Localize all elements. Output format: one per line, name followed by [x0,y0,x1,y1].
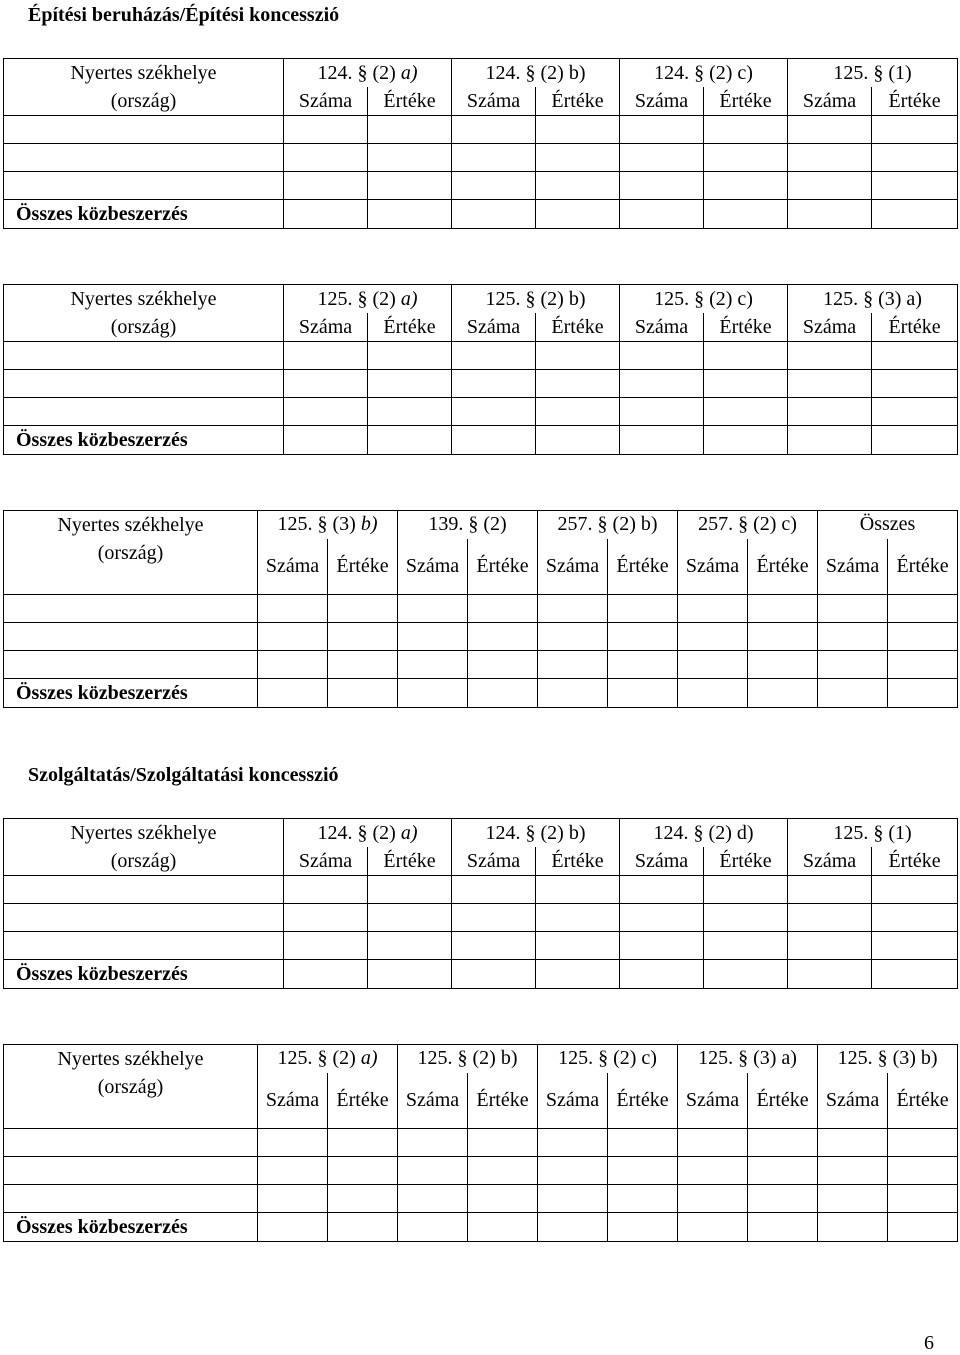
table-row [4,398,958,426]
column-header: 139. § (2) [398,511,538,539]
total-label: Összes közbeszerzés [4,426,284,455]
column-header: 257. § (2) c) [678,511,818,539]
subheader-szama: Száma [620,313,704,342]
subheader-szama: Száma [678,539,748,595]
label-line1: Nyertes székhelye [57,1048,204,1070]
subheader-erteke: Értéke [368,313,452,342]
column-header: 125. § (2) b) [398,1045,538,1073]
subheader-szama: Száma [818,539,888,595]
column-header: 125. § (2) b) [452,285,620,314]
subheader-erteke: Értéke [536,87,620,116]
subheader-erteke: Értéke [704,313,788,342]
subheader-szama: Száma [452,313,536,342]
subheader-erteke: Értéke [888,1073,958,1129]
label-line1: Nyertes székhelye [70,288,217,310]
total-row [4,679,958,708]
subheader-szama: Száma [538,1073,608,1129]
table-service-1 [3,818,958,989]
subheader-szama: Száma [620,847,704,876]
subheader-szama: Száma [818,1073,888,1129]
subheader-szama: Száma [284,847,368,876]
column-header: 124. § (2) b) [452,59,620,88]
total-row [4,426,958,455]
subheader-erteke: Értéke [536,313,620,342]
subheader-szama: Száma [398,539,468,595]
subheader-szama: Száma [452,847,536,876]
total-label: Összes közbeszerzés [4,679,258,708]
total-label: Összes közbeszerzés [4,200,284,229]
table-row [4,623,958,651]
column-header: 125. § (3) a) [678,1045,818,1073]
label-cell [4,59,284,116]
subheader-erteke: Értéke [872,87,958,116]
table-row [4,144,958,172]
table-row [4,876,958,904]
total-label: Összes közbeszerzés [4,960,284,989]
subheader-erteke: Értéke [608,1073,678,1129]
subheader-szama: Száma [788,87,872,116]
section-title-service: Szolgáltatás/Szolgáltatási koncesszió [28,764,339,786]
subheader-szama: Száma [788,847,872,876]
total-row [4,200,958,229]
table-construction-3 [3,510,958,708]
column-header: 125. § (3) a) [788,285,958,314]
subheader-szama: Száma [258,539,328,595]
subheader-erteke: Értéke [748,1073,818,1129]
subheader-erteke: Értéke [748,539,818,595]
subheader-erteke: Értéke [328,1073,398,1129]
column-header: 125. § (1) [788,59,958,88]
subheader-szama: Száma [788,313,872,342]
column-header: 125. § (2) a) [258,1045,398,1073]
column-header: 124. § (2) d) [620,819,788,848]
label-cell [4,819,284,876]
subheader-erteke: Értéke [888,539,958,595]
total-row [4,960,958,989]
label-line2: (ország) [110,850,177,872]
subheader-szama: Száma [538,539,608,595]
subheader-erteke: Értéke [704,87,788,116]
column-header: 125. § (2) c) [620,285,788,314]
subheader-szama: Száma [678,1073,748,1129]
table-row [4,1157,958,1185]
table-row [4,1185,958,1213]
column-header: 125. § (3) b) [258,511,398,539]
label-cell [4,511,258,595]
table-row [4,651,958,679]
subheader-erteke: Értéke [704,847,788,876]
label-line2: (ország) [97,1076,164,1098]
table-row [4,342,958,370]
table-row [4,904,958,932]
label-line2: (ország) [97,542,164,564]
subheader-szama: Száma [284,87,368,116]
subheader-erteke: Értéke [872,847,958,876]
label-cell [4,1045,258,1129]
table-construction-2 [3,284,958,455]
table-row [4,370,958,398]
column-header: 124. § (2) a) [284,819,452,848]
subheader-erteke: Értéke [536,847,620,876]
column-header: 257. § (2) b) [538,511,678,539]
label-line1: Nyertes székhelye [70,62,217,84]
total-row [4,1213,958,1242]
subheader-szama: Száma [620,87,704,116]
column-header: 124. § (2) b) [452,819,620,848]
subheader-szama: Száma [452,87,536,116]
column-header: 125. § (1) [788,819,958,848]
total-label: Összes közbeszerzés [4,1213,258,1242]
section-title-construction: Építési beruházás/Építési koncesszió [28,4,340,26]
label-line2: (ország) [110,316,177,338]
table-row [4,932,958,960]
column-header: 125. § (2) a) [284,285,452,314]
subheader-szama: Száma [284,313,368,342]
label-line1: Nyertes székhelye [57,514,204,536]
label-line1: Nyertes székhelye [70,822,217,844]
subheader-erteke: Értéke [368,847,452,876]
subheader-szama: Száma [398,1073,468,1129]
column-header: 124. § (2) a) [284,59,452,88]
label-cell [4,285,284,342]
label-line2: (ország) [110,90,177,112]
subheader-erteke: Értéke [872,313,958,342]
subheader-erteke: Értéke [368,87,452,116]
column-header: 125. § (3) b) [818,1045,958,1073]
column-header: 124. § (2) c) [620,59,788,88]
table-row [4,595,958,623]
table-row [4,116,958,144]
table-row [4,1129,958,1157]
subheader-erteke: Értéke [608,539,678,595]
subheader-erteke: Értéke [468,539,538,595]
column-header: Összes [818,511,958,539]
table-construction-1 [3,58,958,229]
table-row [4,172,958,200]
subheader-szama: Száma [258,1073,328,1129]
subheader-erteke: Értéke [328,539,398,595]
subheader-erteke: Értéke [468,1073,538,1129]
table-service-2 [3,1044,958,1242]
page-number: 6 [924,1332,934,1354]
column-header: 125. § (2) c) [538,1045,678,1073]
